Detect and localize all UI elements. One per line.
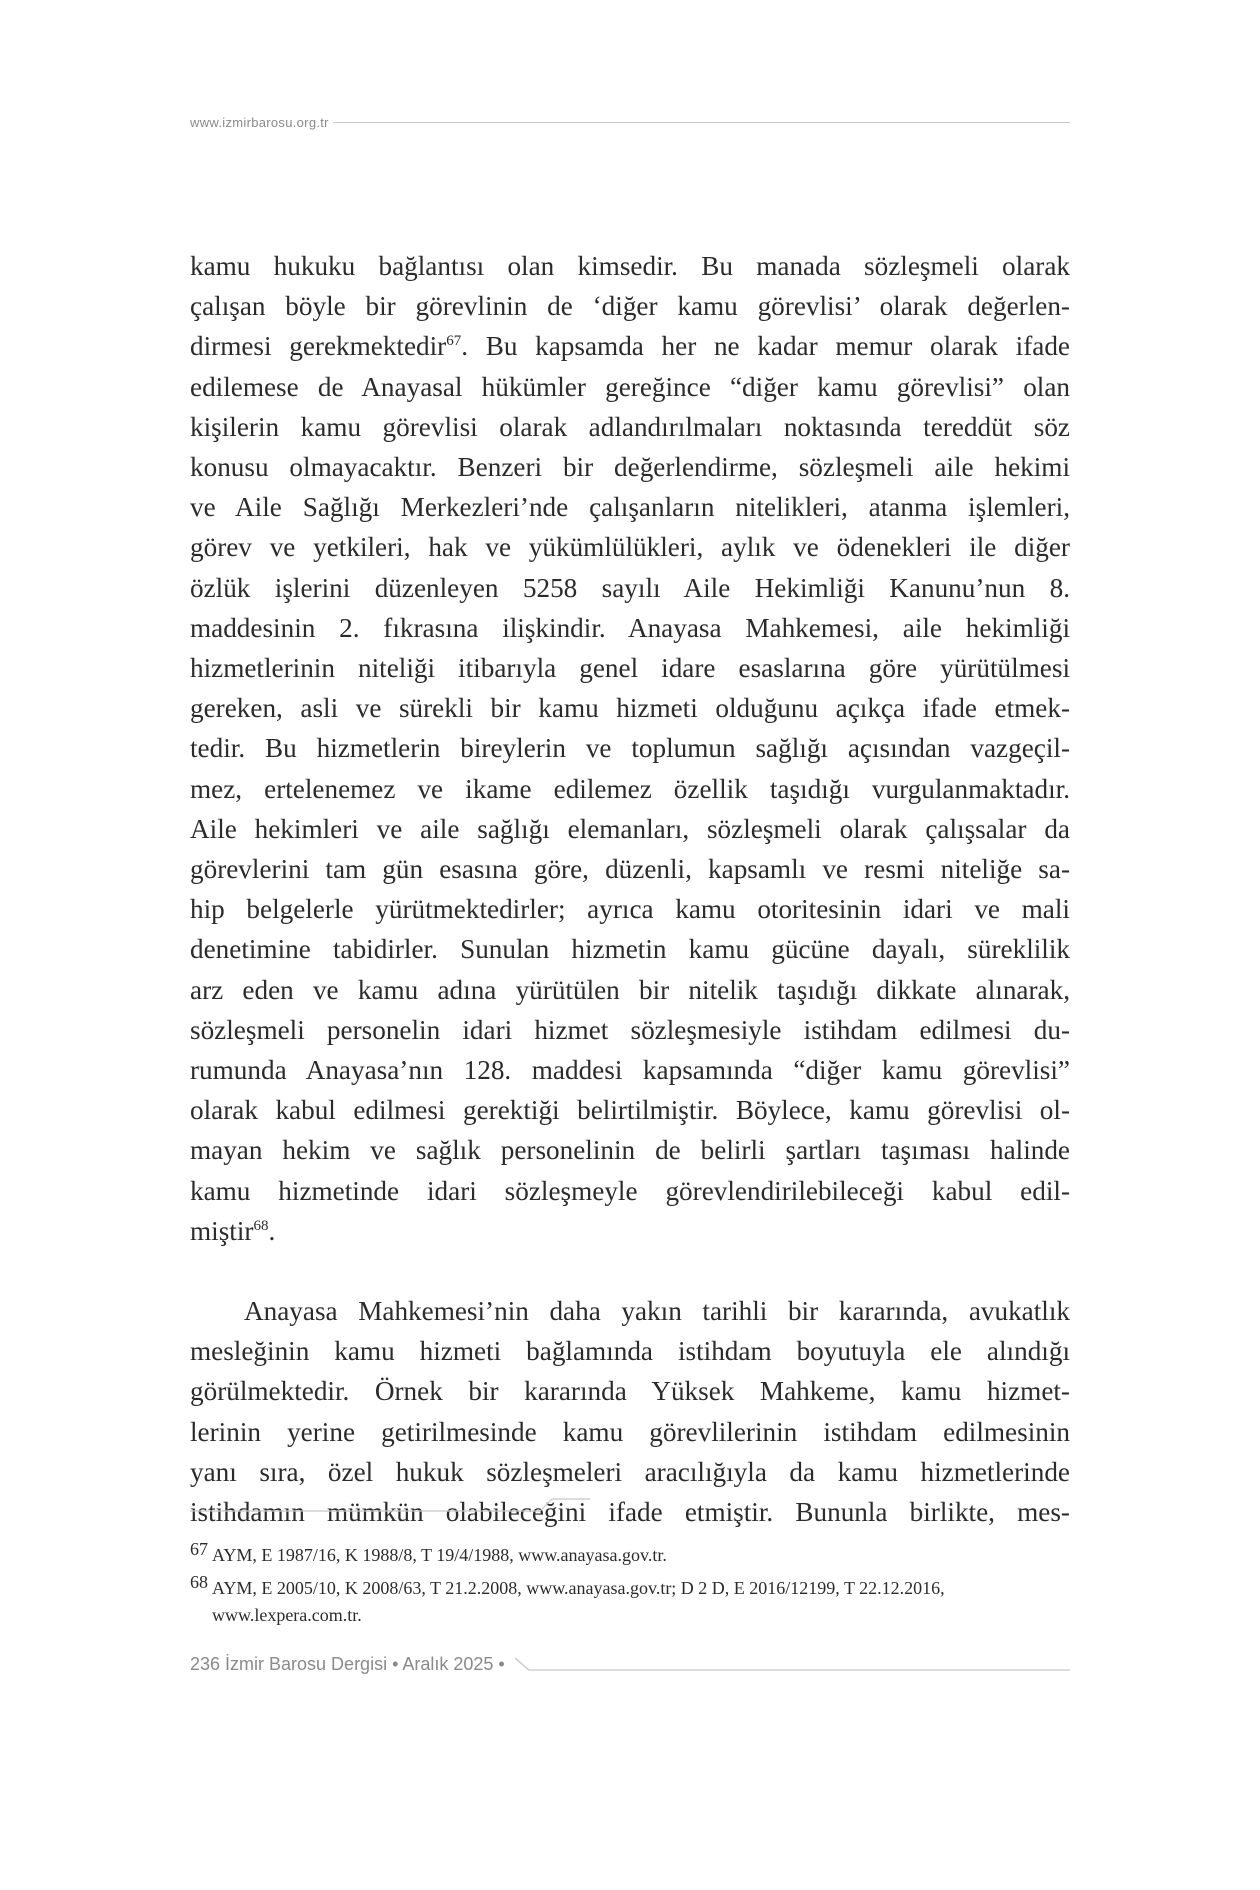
footer-rule: [515, 1657, 1070, 1671]
footer-text: 236 İzmir Barosu Dergisi • Aralık 2025 •: [190, 1653, 505, 1674]
body-text: [190, 246, 1070, 1532]
footnote-text: AYM, E 1987/16, K 1988/8, T 19/4/1988, www.anayasa.gov.tr.: [212, 1545, 667, 1565]
footnote-divider: [190, 1498, 590, 1512]
text-line: kamu hizmetinde idari sözleşmeyle görevlendirilebileceği kabul edil-: [190, 1175, 1070, 1206]
text-line: gereken, asli ve sürekli bir kamu hizmeti olduğunu açıkça ifade etmek-: [190, 693, 1070, 724]
text-line: maddesinin 2. fıkrasına ilişkindir. Anayasa Mahkemesi, aile hekimliği: [190, 612, 1070, 643]
text-fragment: miştir: [190, 1215, 254, 1246]
paragraph-2: [190, 1291, 1070, 1532]
text-line: arz eden ve kamu adına yürütülen bir nitelik taşıdığı dikkate alınarak,: [190, 974, 1070, 1005]
text-line: kişilerin kamu görevlisi olarak adlandırılmaları noktasında tereddüt söz: [190, 411, 1070, 442]
text-line: tedir. Bu hizmetlerin bireylerin ve toplumun sağlığı açısından vazgeçil-: [190, 733, 1070, 764]
footnote-number: 68: [190, 1572, 208, 1592]
paragraph-1: [190, 246, 1070, 1251]
text-line: [190, 326, 1070, 366]
text-fragment: dirmesi gerekmektedir: [190, 331, 447, 362]
header-rule: [333, 122, 1070, 123]
text-line: mesleğinin kamu hizmeti bağlamında istihdam boyutuyla ele alındığı: [190, 1336, 1070, 1367]
text-line: sözleşmeli personelin idari hizmet sözleşmesiyle istihdam edilmesi du-: [190, 1014, 1070, 1045]
text-line: ve Aile Sağlığı Merkezleri’nde çalışanların nitelikleri, atanma işlemleri,: [190, 492, 1070, 523]
text-line: yanı sıra, özel hukuk sözleşmeleri aracılığıyla da kamu hizmetlerinde: [190, 1456, 1070, 1487]
text-line: hip belgelerle yürütmektedirler; ayrıca kamu otoritesinin idari ve mali: [190, 894, 1070, 925]
text-line: konusu olmayacaktır. Benzeri bir değerlendirme, sözleşmeli aile hekimi: [190, 452, 1070, 483]
text-fragment: .: [268, 1215, 276, 1246]
text-line: edilemese de Anayasal hükümler gereğince “diğer kamu görevlisi” olan: [190, 371, 1070, 402]
text-line: olarak kabul edilmesi gerektiği belirtilmiştir. Böylece, kamu görevlisi ol-: [190, 1095, 1070, 1126]
text-line: [190, 1211, 1070, 1251]
text-fragment: . Bu kapsamda her ne kadar memur olarak ifade: [461, 331, 1070, 362]
footnote-ref-67[interactable]: 67: [446, 333, 462, 350]
text-line: özlük işlerini düzenleyen 5258 sayılı Aile Hekimliği Kanunu’nun 8.: [190, 572, 1070, 603]
text-line: görülmektedir. Örnek bir kararında Yüksek Mahkeme, kamu hizmet-: [190, 1376, 1070, 1407]
text-line: görevlerini tam gün esasına göre, düzenli, kapsamlı ve resmi niteliğe sa-: [190, 854, 1070, 885]
footnote-67: [190, 1539, 1070, 1569]
footnote-68: [190, 1572, 1070, 1629]
footnote-number: 67: [190, 1539, 208, 1559]
footnotes: [190, 1539, 1070, 1635]
text-line: kamu hukuku bağlantısı olan kimsedir. Bu manada sözleşmeli olarak: [190, 251, 1070, 281]
text-line: mez, ertelenemez ve ikame edilemez özellik taşıdığı vurgulanmaktadır.: [190, 773, 1070, 804]
text-line: denetimine tabidirler. Sunulan hizmetin kamu gücüne dayalı, süreklilik: [190, 934, 1070, 965]
text-line: görev ve yetkileri, hak ve yükümlülükleri, aylık ve ödenekleri ile diğer: [190, 532, 1070, 563]
page-header: [190, 112, 1070, 132]
text-line: rumunda Anayasa’nın 128. maddesi kapsamında “diğer kamu görevlisi”: [190, 1055, 1070, 1086]
text-line: lerinin yerine getirilmesinde kamu görevlilerinin istihdam edilmesinin: [190, 1416, 1070, 1447]
text-line: mayan hekim ve sağlık personelinin de belirli şartları taşıması halinde: [190, 1135, 1070, 1166]
text-line: çalışan böyle bir görevlinin de ‘diğer kamu görevlisi’ olarak değerlen-: [190, 291, 1070, 322]
page-footer: [190, 1652, 1070, 1676]
text-line: Aile hekimleri ve aile sağlığı elemanları, sözleşmeli olarak çalışsalar da: [190, 813, 1070, 844]
text-line: istihdamın mümkün olabileceğini ifade etmiştir. Bununla birlikte, mes-: [190, 1497, 1070, 1528]
text-line: Anayasa Mahkemesi’nin daha yakın tarihli bir kararında, avukatlık: [244, 1296, 1070, 1327]
footnote-ref-68[interactable]: 68: [253, 1217, 269, 1234]
text-line: hizmetlerinin niteliği itibarıyla genel idare esaslarına göre yürütülmesi: [190, 653, 1070, 684]
footnote-text: AYM, E 2005/10, K 2008/63, T 21.2.2008, www.anayasa.gov.tr; D 2 D, E 2016/12199, T 22.12.2016, www.lexpera.com.tr.: [212, 1578, 945, 1625]
header-url: www.izmirbarosu.org.tr: [190, 114, 329, 130]
